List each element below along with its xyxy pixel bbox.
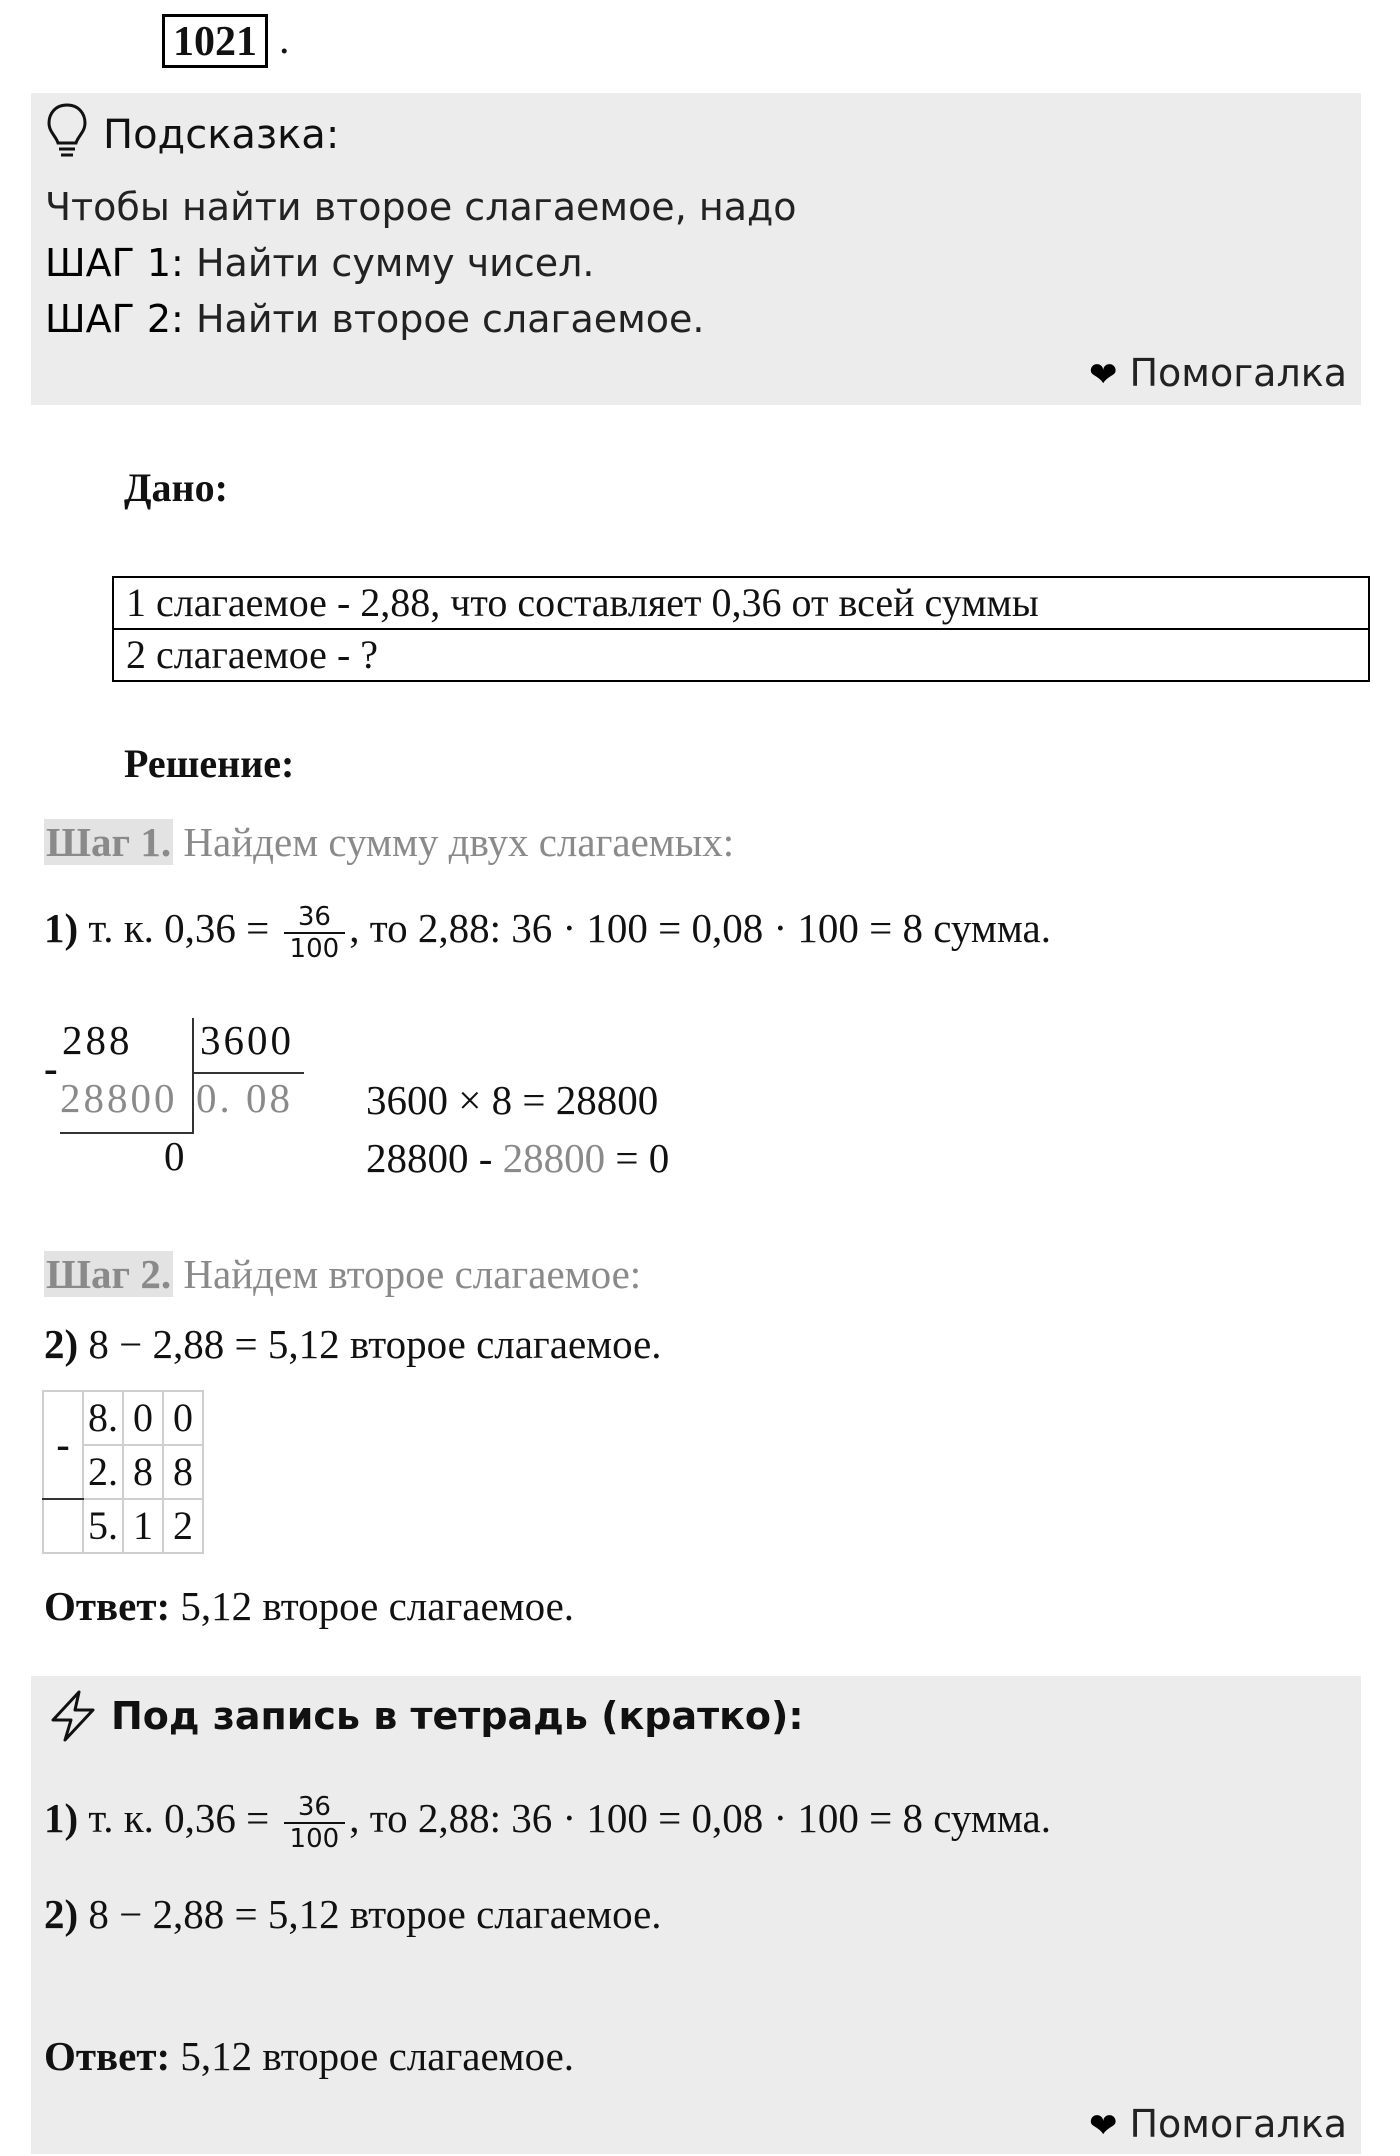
hint-credit <box>1089 345 1347 403</box>
equation-2-expr: 8 − 2,88 = 5,12 <box>78 1321 340 1367</box>
heart-icon: ❤ <box>1088 355 1118 395</box>
lightbulb-icon <box>45 101 89 163</box>
division-check-2 <box>366 1134 669 1182</box>
notebook-equation-2-expr: 8 − 2,88 = 5,12 <box>78 1891 340 1937</box>
step-2-label: Шаг 2. <box>46 1251 172 1297</box>
given-row <box>113 629 1369 681</box>
notebook-equation-1-pre: т. к. 0,36 = <box>78 1795 280 1841</box>
grid-row <box>43 1391 203 1445</box>
grid-cell: 8 <box>123 1445 163 1499</box>
given-heading: Дано: <box>124 465 228 510</box>
notebook-equation-1-post: , то 2,88: 36 · 100 = 0,08 · 100 = 8 <box>349 1795 924 1841</box>
problem-number-dot: . <box>279 17 290 63</box>
hint-step-1-text: Найти сумму чисел. <box>183 241 595 285</box>
fraction-numerator: 36 <box>297 901 331 932</box>
grid-minus: - <box>43 1391 83 1499</box>
hint-step-2-text: Найти второе слагаемое. <box>183 297 705 341</box>
equation-1-pre: т. к. 0,36 = <box>78 905 280 951</box>
hint-title: Подсказка: <box>103 112 340 158</box>
equation-1-word: сумма. <box>923 905 1051 951</box>
given-cell: 1 слагаемое - 2,88, что составляет 0,36 от всей суммы <box>113 577 1369 629</box>
fraction-denominator: 100 <box>284 932 346 964</box>
grid-cell: 8. <box>83 1391 123 1445</box>
division-subtrahend: 28800 <box>60 1075 178 1121</box>
answer <box>44 1578 574 1634</box>
hint-line-1: Чтобы найти второе слагаемое, надо <box>45 185 797 229</box>
solution-heading: Решение: <box>124 741 295 786</box>
notebook-equation-1 <box>44 1790 1051 1854</box>
step-1-line <box>44 814 734 870</box>
problem-number: 1021 <box>162 14 268 68</box>
given-row <box>113 577 1369 629</box>
step-1-label: Шаг 1. <box>46 819 172 865</box>
division-check-2-c: = 0 <box>605 1135 670 1181</box>
notebook-equation-1-number: 1) <box>44 1795 79 1841</box>
equation-1-number: 1) <box>44 905 79 951</box>
division-quotient: 0. 08 <box>196 1075 293 1121</box>
notebook-equation-2-word: второе слагаемое. <box>339 1891 662 1937</box>
notebook-equation-2-number: 2) <box>44 1891 79 1937</box>
step-2-line <box>44 1246 641 1302</box>
notebook-credit <box>1089 2096 1347 2154</box>
grid-row <box>43 1499 203 1553</box>
given-table <box>112 576 1370 682</box>
grid-cell: 2 <box>163 1499 203 1553</box>
notebook-answer-text: 5,12 второе слагаемое. <box>170 2033 575 2079</box>
heart-icon: ❤ <box>1088 2106 1118 2146</box>
step-2-text: Найдем второе слагаемое: <box>173 1251 642 1297</box>
division-check-2-a: 28800 - <box>366 1135 503 1181</box>
notebook-answer-label: Ответ: <box>44 2033 171 2079</box>
grid-cell: 1 <box>123 1499 163 1553</box>
notebook-equation-1-word: сумма. <box>923 1795 1051 1841</box>
subtraction-grid <box>42 1390 204 1554</box>
grid-cell: 5. <box>83 1499 123 1553</box>
hint-credit-label: Помогалка <box>1129 351 1347 395</box>
equation-2-number: 2) <box>44 1321 79 1367</box>
hint-step-1 <box>45 235 595 291</box>
notebook-answer <box>44 2028 574 2084</box>
equation-1 <box>44 900 1051 964</box>
notebook-credit-label: Помогалка <box>1129 2102 1347 2146</box>
notebook-box <box>31 1676 1361 2154</box>
grid-cell: 8 <box>163 1445 203 1499</box>
equation-2-word: второе слагаемое. <box>339 1321 662 1367</box>
fraction <box>284 902 346 964</box>
division-remainder: 0 <box>164 1133 188 1179</box>
grid-cell: 0 <box>163 1391 203 1445</box>
grid-cell: 2. <box>83 1445 123 1499</box>
grid-cell: 0 <box>123 1391 163 1445</box>
notebook-fraction-numerator: 36 <box>297 1791 331 1822</box>
hint-step-2-label: ШАГ 2: <box>45 297 184 341</box>
notebook-equation-2 <box>44 1886 662 1942</box>
notebook-title: Под запись в тетрадь (кратко): <box>111 1694 804 1738</box>
answer-text: 5,12 второе слагаемое. <box>170 1583 575 1629</box>
hint-step-1-label: ШАГ 1: <box>45 241 184 285</box>
division-minus: - <box>44 1045 58 1091</box>
equation-2 <box>44 1316 662 1372</box>
division-check-1: 3600 × 8 = 28800 <box>366 1077 659 1123</box>
notebook-fraction-denominator: 100 <box>284 1822 346 1854</box>
division-dividend: 288 <box>62 1017 133 1063</box>
step-1-text: Найдем сумму двух слагаемых: <box>173 819 735 865</box>
given-cell: 2 слагаемое - ? <box>113 629 1369 681</box>
notebook-fraction <box>284 1792 346 1854</box>
equation-1-post: , то 2,88: 36 · 100 = 0,08 · 100 = 8 <box>349 905 924 951</box>
division-vertical-line <box>192 1018 194 1134</box>
division-divisor: 3600 <box>200 1017 294 1063</box>
hint-step-2 <box>45 291 705 347</box>
grid-blank-cell <box>43 1499 83 1553</box>
lightning-icon <box>45 1688 101 1744</box>
hint-box <box>31 93 1361 405</box>
division-check-2-b: 28800 <box>502 1135 606 1181</box>
answer-label: Ответ: <box>44 1583 171 1629</box>
